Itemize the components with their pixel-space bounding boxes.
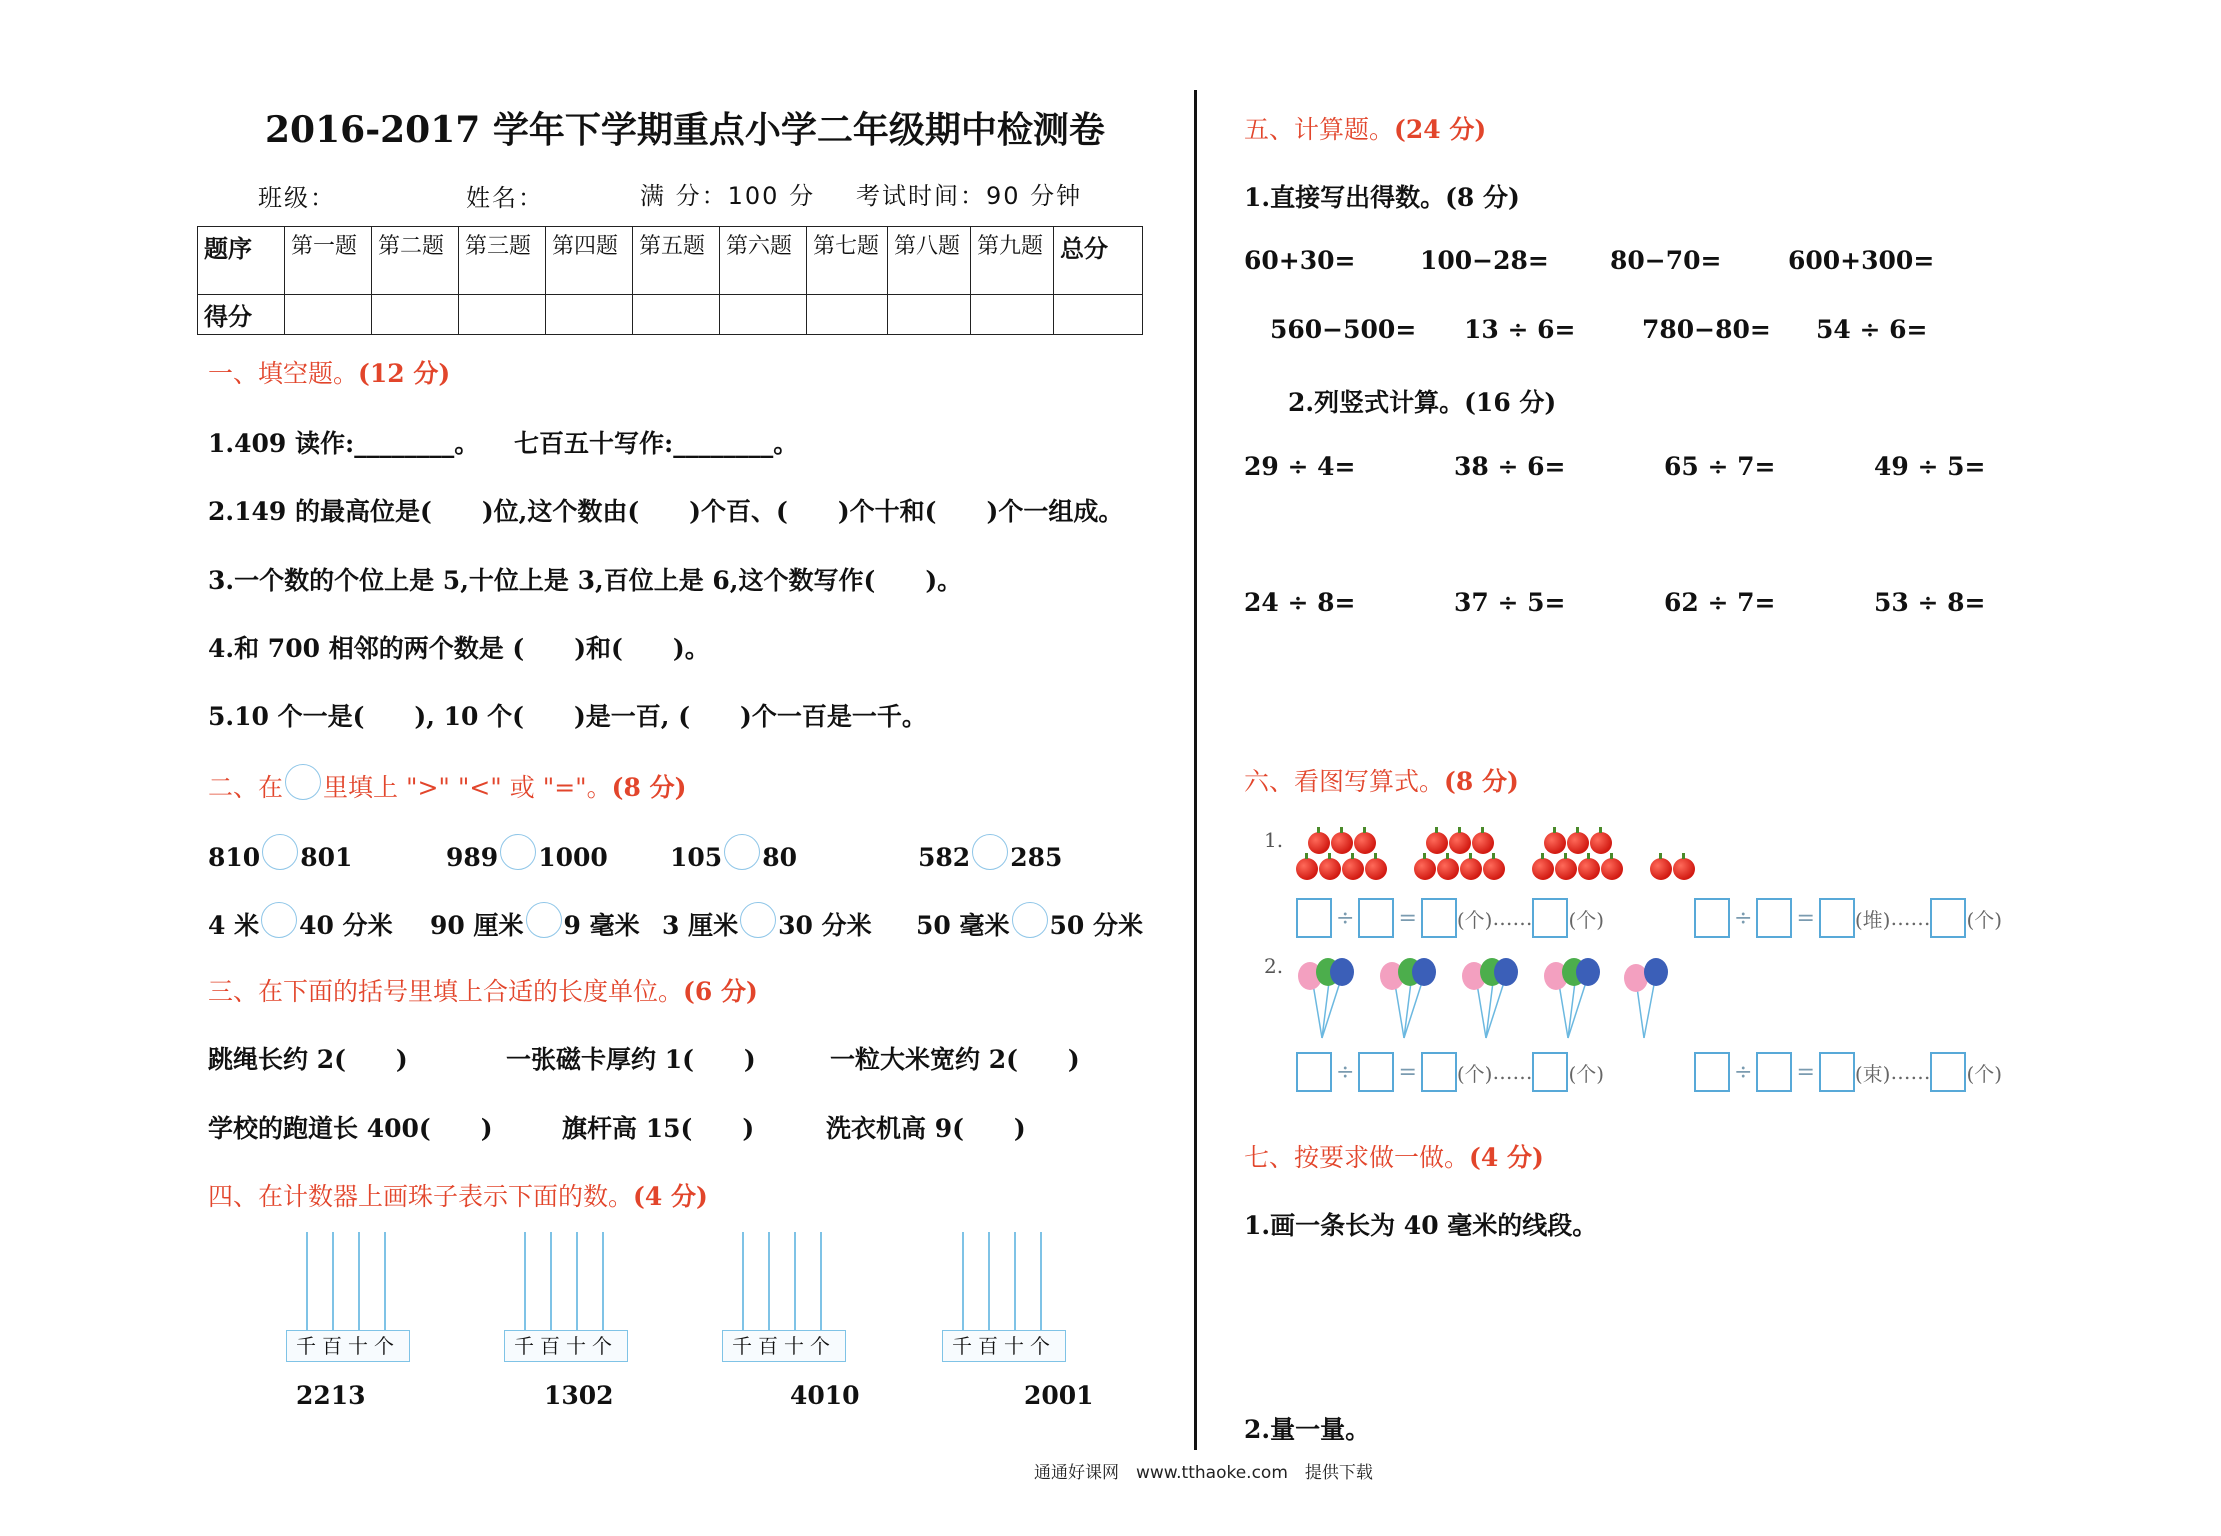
- abacus[interactable]: [722, 1232, 846, 1362]
- vertical-calc-item: 38 ÷ 6=: [1454, 452, 1566, 481]
- compare-circle[interactable]: [972, 834, 1008, 870]
- table-col: 第二题: [372, 227, 459, 295]
- answer-box[interactable]: [1819, 1052, 1855, 1092]
- answer-box[interactable]: [1694, 1052, 1730, 1092]
- s1-q4: 4.和 700 相邻的两个数是 ( )和( )。: [208, 634, 710, 663]
- calc-item: 60+30=: [1244, 246, 1356, 275]
- section-1-heading: 一、填空题。(12 分): [208, 359, 451, 388]
- compare-item: 989 1000: [446, 834, 608, 872]
- s7-q2: 2.量一量。: [1244, 1415, 1371, 1444]
- vertical-calc-item: 53 ÷ 8=: [1874, 588, 1986, 617]
- vertical-calc-item: 24 ÷ 8=: [1244, 588, 1356, 617]
- section-2-heading: 二、在 里填上 ">" "<" 或 "="。(8 分): [208, 764, 686, 804]
- table-col: 第五题: [633, 227, 720, 295]
- column-divider: [1194, 90, 1197, 1450]
- answer-box[interactable]: [1358, 898, 1394, 938]
- compare-circle[interactable]: [1012, 902, 1048, 938]
- score-cell[interactable]: [633, 295, 720, 335]
- score-cell[interactable]: [807, 295, 888, 335]
- s1-q1a: 1.409 读作:________。: [208, 429, 480, 458]
- table-col: 第六题: [720, 227, 807, 295]
- pic-1-number: 1.: [1264, 828, 1284, 852]
- compare-item: 582 285: [918, 834, 1062, 872]
- table-head-order: 题序: [198, 227, 285, 295]
- section-7-heading: 七、按要求做一做。(4 分): [1244, 1143, 1544, 1172]
- s1-q5: 5.10 个一是( ), 10 个( )是一百, ( )个一百是一千。: [208, 702, 927, 731]
- compare-item: 105 80: [670, 834, 797, 872]
- class-label: 班级：: [258, 184, 336, 212]
- equation-row-1b: ÷ = (堆)…… (个): [1694, 898, 2002, 938]
- balloons-icon: [1290, 950, 1710, 1046]
- vertical-calc-item: 49 ÷ 5=: [1874, 452, 1986, 481]
- abacus-label: 千百十个: [286, 1330, 410, 1362]
- table-head-score: 得分: [198, 295, 285, 335]
- table-col: 第八题: [888, 227, 971, 295]
- abacus[interactable]: [286, 1232, 410, 1362]
- answer-box[interactable]: [1532, 1052, 1568, 1092]
- section-5-heading: 五、计算题。(24 分): [1244, 115, 1487, 144]
- calc-item: 780−80=: [1642, 315, 1771, 344]
- vertical-calc-item: 62 ÷ 7=: [1664, 588, 1776, 617]
- answer-box[interactable]: [1296, 898, 1332, 938]
- equation-row-2: ÷ = (个)…… (个): [1296, 1052, 1604, 1092]
- exam-time: 考试时间：90 分钟: [856, 182, 1083, 210]
- answer-box[interactable]: [1532, 898, 1568, 938]
- compare-circle[interactable]: [724, 834, 760, 870]
- unit-item: 洗衣机高 9( ): [826, 1114, 1026, 1143]
- score-cell[interactable]: [720, 295, 807, 335]
- answer-box[interactable]: [1930, 1052, 1966, 1092]
- answer-box[interactable]: [1930, 898, 1966, 938]
- s1-q2: 2.149 的最高位是( )位,这个数由( )个百、( )个十和( )个一组成。: [208, 497, 1124, 526]
- table-col: 第三题: [459, 227, 546, 295]
- equation-row-2b: ÷ = (束)…… (个): [1694, 1052, 2002, 1092]
- s5-sub2: 2.列竖式计算。(16 分): [1288, 388, 1557, 417]
- compare-item: 90 厘米 9 毫米: [430, 902, 640, 942]
- section-4-heading: 四、在计数器上画珠子表示下面的数。(4 分): [208, 1182, 708, 1211]
- score-cell[interactable]: [1054, 295, 1143, 335]
- abacus-label: 千百十个: [722, 1330, 846, 1362]
- vertical-calc-item: 29 ÷ 4=: [1244, 452, 1356, 481]
- score-cell[interactable]: [285, 295, 372, 335]
- answer-box[interactable]: [1296, 1052, 1332, 1092]
- answer-box[interactable]: [1421, 898, 1457, 938]
- abacus-label: 千百十个: [504, 1330, 628, 1362]
- unit-item: 跳绳长约 2( ): [208, 1045, 408, 1074]
- compare-item: 50 毫米 50 分米: [916, 902, 1143, 942]
- section-6-heading: 六、看图写算式。(8 分): [1244, 767, 1519, 796]
- abacus[interactable]: [942, 1232, 1066, 1362]
- table-col: 第四题: [546, 227, 633, 295]
- abacus-label: 千百十个: [942, 1330, 1066, 1362]
- abacus-number: 4010: [790, 1381, 860, 1410]
- compare-item: 4 米 40 分米: [208, 902, 393, 942]
- unit-item: 一张磁卡厚约 1( ): [506, 1045, 756, 1074]
- full-score: 满 分：100 分: [640, 182, 816, 210]
- name-label: 姓名：: [466, 184, 544, 212]
- pic-2-number: 2.: [1264, 954, 1284, 978]
- unit-item: 旗杆高 15( ): [562, 1114, 755, 1143]
- compare-circle[interactable]: [740, 902, 776, 938]
- calc-item: 560−500=: [1270, 315, 1417, 344]
- calc-item: 54 ÷ 6=: [1816, 315, 1928, 344]
- vertical-calc-item: 65 ÷ 7=: [1664, 452, 1776, 481]
- apples-icon: [1296, 832, 1716, 888]
- abacus-number: 2001: [1024, 1381, 1094, 1410]
- answer-box[interactable]: [1358, 1052, 1394, 1092]
- table-col: 第七题: [807, 227, 888, 295]
- circle-icon: [285, 764, 321, 800]
- section-3-heading: 三、在下面的括号里填上合适的长度单位。(6 分): [208, 977, 758, 1006]
- unit-item: 学校的跑道长 400( ): [208, 1114, 493, 1143]
- equation-row-1: ÷ = (个)…… (个): [1296, 898, 1604, 938]
- compare-item: 3 厘米 30 分米: [662, 902, 872, 942]
- s5-sub1: 1.直接写出得数。(8 分): [1244, 183, 1520, 212]
- table-head-total: 总分: [1054, 227, 1143, 295]
- table-col: 第九题: [971, 227, 1054, 295]
- score-cell[interactable]: [459, 295, 546, 335]
- vertical-calc-item: 37 ÷ 5=: [1454, 588, 1566, 617]
- footer-text: 通通好课网 www.tthaoke.com 提供下载: [1034, 1463, 1373, 1483]
- calc-item: 80−70=: [1610, 246, 1722, 275]
- calc-item: 100−28=: [1420, 246, 1549, 275]
- compare-circle[interactable]: [526, 902, 562, 938]
- s1-q3: 3.一个数的个位上是 5,十位上是 3,百位上是 6,这个数写作( )。: [208, 566, 963, 595]
- table-col: 第一题: [285, 227, 372, 295]
- calc-item: 13 ÷ 6=: [1464, 315, 1576, 344]
- answer-box[interactable]: [1819, 898, 1855, 938]
- calc-item: 600+300=: [1788, 246, 1935, 275]
- answer-box[interactable]: [1756, 1052, 1792, 1092]
- compare-circle[interactable]: [261, 902, 297, 938]
- page-title: 2016-2017 学年下学期重点小学二年级期中检测卷: [265, 109, 1105, 151]
- compare-circle[interactable]: [500, 834, 536, 870]
- abacus-number: 1302: [544, 1381, 614, 1410]
- answer-box[interactable]: [1694, 898, 1730, 938]
- score-cell[interactable]: [546, 295, 633, 335]
- unit-item: 一粒大米宽约 2( ): [830, 1045, 1080, 1074]
- answer-box[interactable]: [1756, 898, 1792, 938]
- score-cell[interactable]: [888, 295, 971, 335]
- abacus[interactable]: [504, 1232, 628, 1362]
- score-cell[interactable]: [971, 295, 1054, 335]
- score-table: [197, 226, 1143, 335]
- abacus-number: 2213: [296, 1381, 366, 1410]
- answer-box[interactable]: [1421, 1052, 1457, 1092]
- score-cell[interactable]: [372, 295, 459, 335]
- s7-q1: 1.画一条长为 40 毫米的线段。: [1244, 1211, 1598, 1240]
- compare-circle[interactable]: [262, 834, 298, 870]
- compare-item: 810 801: [208, 834, 352, 872]
- s1-q1b: 七百五十写作:________。: [514, 429, 799, 458]
